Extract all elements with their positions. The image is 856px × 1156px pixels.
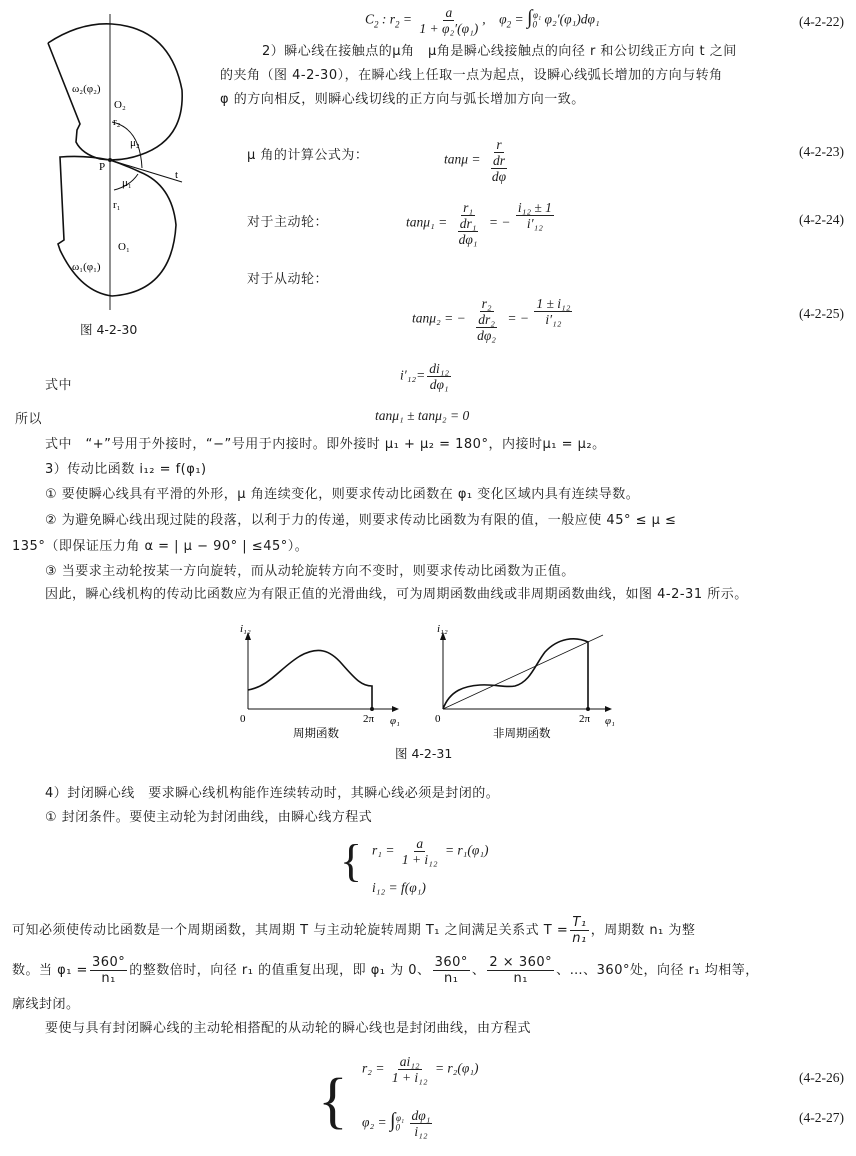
eq-text: C — [365, 11, 375, 27]
fig-label: μ₂ — [130, 137, 140, 149]
paragraph-line: 2）瞬心线在接触点的μ角 μ角是瞬心线接触点的向径 r 和公切线正方向 t 之间 — [262, 44, 737, 59]
numerator: dφ₁ — [411, 1108, 431, 1123]
end-point — [586, 707, 590, 711]
x-label: φ₁ — [605, 715, 615, 727]
fraction — [487, 955, 554, 986]
eq-text: 0 — [395, 1122, 401, 1133]
denominator: i′₁₂ — [526, 216, 543, 231]
x-tick: 0 — [435, 713, 441, 725]
integral-sign: ∫ — [390, 1109, 396, 1132]
numerator: r₁ — [463, 200, 474, 215]
text: ，周期数 n₁ 为整 — [590, 923, 696, 938]
equation-4-2-26 — [362, 1054, 479, 1085]
fraction — [400, 836, 440, 867]
y-label: i₁₂ — [437, 623, 448, 635]
paragraph-line: ① 要使瞬心线具有平滑的外形，μ 角连续变化，则要求传动比函数在 φ₁ 变化区域内具有连续导数。 — [45, 487, 640, 502]
series-line — [443, 639, 588, 709]
equation-tan-sum: tanμ₁ ± tanμ₂ = 0 — [375, 408, 470, 423]
x-tick: 2π — [363, 713, 375, 725]
eq-text: 0 — [532, 19, 537, 30]
numerator: di₁₂ — [429, 361, 450, 376]
chart-periodic — [240, 623, 400, 740]
equation-label: (4-2-25) — [799, 306, 844, 321]
equation-4-2-22: $C_2$ : $r_2$ = $\frac{a}{\text{1 + φ₂′(φ₁)}}$ , $\varphi_2 = \int_0^{\varphi_1}$ φ₂′(φ₁)dφ₁ — [365, 5, 600, 36]
eq-text: = r₁(φ₁) — [444, 842, 489, 858]
eq-text: , — [482, 11, 486, 27]
eq-text: = — [399, 11, 416, 27]
fraction — [390, 1054, 430, 1085]
numerator: 2 × 360° — [489, 955, 553, 970]
eq-text: : — [378, 11, 390, 27]
numerator: r — [496, 137, 502, 152]
chart-title: 非周期函数 — [493, 726, 551, 740]
brace: { — [340, 835, 363, 886]
equation-label: (4-2-26) — [799, 1070, 844, 1085]
eq-text: 2 — [374, 19, 379, 30]
numerator: r₂ — [481, 296, 492, 311]
x-tick: 2π — [579, 713, 591, 725]
paragraph-line: 的夹角（图 4-2-30），在瞬心线上任取一点为起点，设瞬心线弧长增加的方向与转角 — [220, 68, 723, 83]
x-label: φ₁ — [390, 715, 400, 727]
eq-text: r₂ = — [362, 1060, 385, 1076]
numerator: 1 ± i₁₂ — [536, 296, 571, 311]
denominator: n₁ — [444, 971, 459, 986]
fig-label: ω₁(φ₁) — [72, 261, 101, 273]
driver-intro: 对于主动轮： — [247, 215, 329, 230]
text: 的整数倍时，向径 r₁ 的值重复出现，即 φ₁ 为 0、 — [129, 963, 431, 978]
denominator: n₁ — [101, 971, 116, 986]
driven-intro: 对于从动轮： — [247, 272, 329, 287]
integral-sign: ∫ — [527, 6, 533, 29]
fraction — [90, 955, 127, 986]
denominator: dφ — [491, 169, 507, 184]
denominator: dφ₂ — [477, 328, 496, 343]
brace: { — [318, 1067, 348, 1135]
eq-text: φ — [499, 11, 507, 27]
text: 、 — [471, 963, 486, 978]
paragraph-line: ① 封闭条件。要使主动轮为封闭曲线，由瞬心线方程式 — [45, 810, 373, 825]
text: 、…、360°处，向径 r₁ 均相等， — [556, 963, 759, 978]
paragraph-line: ③ 当要求主动轮按某一方向旋转，而从动轮旋转方向不变时，则要求传动比函数为正值。 — [45, 564, 575, 579]
numerator: T₁ — [572, 915, 587, 930]
figure-caption: 图 4-2-31 — [395, 746, 453, 761]
paragraph-line: 要使与具有封闭瞬心线的主动轮相搭配的从动轮的瞬心线也是封闭曲线，由方程式 — [45, 1021, 532, 1036]
therefore-label: 所以 — [15, 412, 43, 427]
eq-text: φ₁ — [533, 10, 542, 21]
x-arrow — [392, 706, 399, 712]
y-label: i₁₂ — [240, 623, 251, 635]
fraction — [433, 955, 470, 986]
denominator: i′₁₂ — [545, 312, 562, 327]
paragraph-line: 3）传动比函数 i₁₂ = f(φ₁) — [45, 462, 207, 477]
numerator: a — [416, 836, 424, 851]
eq-text: i′₁₂= — [400, 367, 426, 383]
fraction — [570, 915, 588, 946]
denominator: n₁ — [572, 931, 587, 946]
x-tick: 0 — [240, 713, 246, 725]
fraction — [410, 1108, 433, 1139]
fig-label: O₁ — [118, 241, 130, 253]
equation-r1 — [372, 836, 489, 867]
paragraph-line — [12, 915, 695, 946]
eq-text: tanμ₁ = — [406, 214, 448, 230]
numerator: 360° — [434, 955, 468, 970]
numerator: i₁₂ ± 1 — [517, 200, 552, 215]
denominator: 1 + i₁₂ — [401, 852, 438, 867]
paragraph-line: ② 为避免瞬心线出现过陡的段落，以利于力的传递，则要求传动比函数为有限的值，一般应使 45° ≤ μ ≤ — [45, 513, 677, 528]
denominator: 1 + φ₂′(φ₁) — [419, 21, 479, 36]
fig-label: ω₂(φ₂) — [72, 83, 101, 95]
eq-text: = − — [507, 310, 529, 326]
paragraph-line: 135°（即保证压力角 α = | μ − 90° | ≤45°）。 — [12, 539, 309, 554]
equation-label: (4-2-22) — [799, 14, 844, 29]
paragraph-line: 廓线封闭。 — [12, 997, 80, 1012]
numerator: dr₂ — [478, 312, 495, 327]
denominator: i₁₂ — [414, 1124, 428, 1139]
end-point — [370, 707, 374, 711]
paragraph-line: 式中 “+”号用于外接时，“−”号用于内接时。即外接时 μ₁ + μ₂ = 180°，内接时μ₁ = μ₂。 — [45, 437, 606, 452]
section-title: 4）封闭瞬心线 要求瞬心线机构能作连续转动时，其瞬心线必须是封闭的。 — [45, 786, 500, 801]
eq-text: φ₂ = — [362, 1114, 387, 1130]
equation-label: (4-2-27) — [799, 1110, 844, 1125]
paragraph-line — [12, 955, 759, 986]
fig-label: r₂ — [113, 116, 121, 128]
chart-nonperiodic — [435, 623, 615, 740]
reference-line — [443, 635, 603, 709]
text: 可知必须使传动比函数是一个周期函数，其周期 T 与主动轮旋转周期 T₁ 之间满足关系式 T = — [12, 923, 569, 938]
eq-text: r — [389, 11, 396, 27]
eq-text: 2 — [395, 19, 400, 30]
fig-label: P — [99, 161, 106, 173]
eq-text: = r₂(φ₁) — [434, 1060, 479, 1076]
fig-label: μ₁ — [122, 177, 132, 189]
denominator: dφ₁ — [458, 232, 478, 247]
figure-caption: 图 4-2-30 — [80, 322, 138, 337]
text: 数。当 φ₁ = — [12, 963, 88, 978]
equation-label: (4-2-23) — [799, 144, 844, 159]
eq-text: φ₁ — [396, 1113, 405, 1124]
where-label: 式中 — [45, 378, 73, 393]
numerator: a — [445, 5, 453, 20]
denominator: 1 + i₁₂ — [391, 1070, 428, 1085]
fig-label: r₁ — [113, 199, 121, 211]
x-arrow — [605, 706, 612, 712]
equation-i12: i₁₂ = f(φ₁) — [372, 880, 426, 895]
numerator: dr₁ — [459, 216, 477, 231]
chart-title: 周期函数 — [293, 726, 339, 740]
numerator: dr — [492, 153, 505, 168]
eq-text: r₁ = — [372, 842, 395, 858]
numerator: 360° — [91, 955, 126, 970]
eq-text: 2 — [506, 19, 512, 30]
fig-label: O₂ — [114, 99, 126, 111]
equation-label: (4-2-24) — [799, 212, 844, 227]
paragraph-line: φ 的方向相反，则瞬心线切线的正方向与弧长增加方向一致。 — [220, 92, 585, 107]
paragraph-line: 因此，瞬心线机构的传动比函数应为有限正值的光滑曲线，可为周期函数曲线或非周期函数曲线，如图 4-2-31 所示。 — [45, 587, 748, 602]
series-line — [248, 650, 372, 709]
mu-intro: μ 角的计算公式为： — [247, 148, 369, 163]
fig-label: t — [175, 169, 179, 181]
numerator: ai₁₂ — [399, 1054, 420, 1069]
equation-4-2-27 — [362, 1108, 434, 1139]
eq-text: tanμ₂ = − — [412, 310, 466, 326]
denominator: dφ₁ — [429, 377, 449, 392]
denominator: n₁ — [513, 971, 528, 986]
eq-text: = − — [488, 214, 511, 230]
eq-text: tanμ = — [444, 151, 481, 167]
eq-text: φ₂′(φ₁)dφ₁ — [544, 11, 600, 27]
